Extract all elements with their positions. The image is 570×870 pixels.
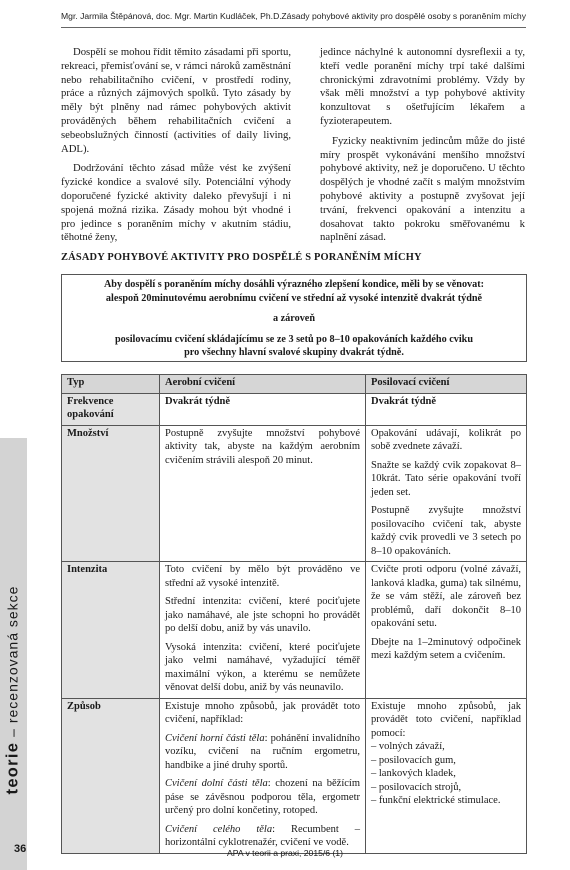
cell-paragraph: Vysoká intenzita: cvičení, které pociťujete jako velmi namáhavé, vyžadující téměř maximální výkon, a kterému se nemůžete věnovat delší dobu, aniž by vás neunavilo. — [165, 641, 360, 693]
running-header — [61, 11, 526, 25]
row-label: Intenzita — [62, 562, 160, 699]
guidelines-table — [61, 374, 527, 854]
method-item-text: : pohánění invalidního vozíku, cvičení na ručním ergometru, handbike a jiné druhy sportů. — [165, 732, 360, 771]
recommendation-connector: a zároveň — [273, 313, 315, 324]
paragraph: Dospělí se mohou řídit těmito zásadami při sportu, rekreaci, přemisťování se, v rámci nároků zaměstnání nebo rehabilitačního cvičení, v prostředí rodiny, práce a různých zájmových spolků. Tyto zásady by měly být plněny nad rámec pohybových aktivit prováděných během rehabilitačních cvičení a sebeobslužných činností (activities of daily living, ADL). — [61, 46, 291, 155]
header-type: Typ — [62, 375, 160, 394]
method-item-title: Cvičení horní části těla — [165, 732, 265, 744]
sidebar-section-label — [4, 586, 23, 795]
table-row-intensity — [62, 562, 527, 699]
cell-paragraph: Existuje mnoho způsobů, jak provádět toto cvičení, například: — [165, 700, 360, 725]
header-strength: Posilovací cvičení — [366, 375, 527, 394]
recommendation-line: posilovacímu cvičení skládajícímu se ze 3 setů po 8–10 opakováních každého cviku — [114, 333, 473, 345]
recommendation-box — [61, 274, 527, 362]
cell-paragraph: Cvičte proti odporu (volné závaží, lanková kladka, guma) tak silnému, že se vám stěží, ale zároveň bez problémů, daří dokončit 8–10 opakování setu. — [371, 564, 521, 629]
method-item-title: Cvičení celého těla — [165, 823, 273, 835]
strength-method — [366, 698, 527, 853]
method-item-text: : Recumbent – horizontální cyklotrenažér, cvičení ve vodě. — [165, 823, 360, 848]
paragraph: jedince náchylné k autonomní dysreflexii a ty, kteří vedle poranění míchy trpí také dalšími chronickými zdravotními problémy. Vždy by však měli množství a typ pohybové aktivity konzultovat s ošetřujícím lékařem a fyzioterapeutem. — [320, 46, 525, 127]
aerobic-intensity — [160, 562, 366, 699]
cell-paragraph: Střední intenzita: cvičení, které pociťujete jako namáhavé, ale jste schopni ho provádět po delší dobu, aniž by vás unavilo. — [165, 596, 360, 634]
list-item: – posilovacích strojů, — [371, 781, 521, 795]
recommendation-line: pro všechny hlavní svalové skupiny dvakrát týdně. — [184, 347, 404, 358]
strength-method-list — [371, 740, 521, 808]
aerobic-frequency: Dvakrát týdně — [160, 393, 366, 425]
journal-footer: APA v teorii a praxi, 2015/6 (1) — [227, 848, 343, 858]
method-item — [165, 777, 360, 818]
page-number: 36 — [14, 843, 27, 855]
sidebar-label-sep: – — [4, 723, 21, 742]
strength-frequency: Dvakrát týdně — [366, 393, 527, 425]
right-text-column — [320, 46, 525, 251]
cell-paragraph: Postupně zvyšujte množství pohybové aktivity tak, abyste na každým aerobním cvičením strávili alespoň 20 minut. — [165, 427, 360, 466]
cell-paragraph: Dbejte na 1–2minutový odpočinek mezi každým setem a cvičením. — [371, 636, 521, 661]
strength-amount — [366, 425, 527, 562]
header-aerobic: Aerobní cvičení — [160, 375, 366, 394]
list-item: – funkční elektrické stimulace. — [371, 794, 521, 808]
sidebar-label-bold: teorie — [3, 741, 22, 795]
paragraph: Dodržování těchto zásad může vést ke zvýšení fyzické kondice a svalové síly. Potenciální výhody doporučené fyzické aktivity daleko převyšují i ni spojená možná rizika. Zásady mohou být vhodné i pro jedince s poraněním míchy v akutním stádiu, těhotné ženy, — [61, 162, 291, 244]
left-text-column — [61, 46, 291, 251]
recommendation-line: alespoň 20minutovému aerobnímu cvičení ve střední až vysoké intenzitě dvakrát týdně — [105, 292, 483, 304]
aerobic-method — [160, 698, 366, 853]
list-item: – lankových kladek, — [371, 767, 521, 781]
aerobic-amount — [160, 425, 366, 562]
list-item: – volných závaží, — [371, 740, 521, 754]
paragraph: Fyzicky neaktivním jedincům může do jisté míry prospět vykonávání menšího množství pohybové aktivity, než je doporučeno. U těchto dospělých je vhodné začít s malým množstvím pohybové aktivity a postupně zvyšovat její trvání, frekvenci opakování a intenzitu a dosahovat takto pokroku směřovanému k naplnění zásad. — [320, 134, 525, 244]
row-label: Frekvence opakování — [62, 393, 160, 425]
row-label: Způsob — [62, 698, 160, 853]
list-item: – posilovacích gum, — [371, 754, 521, 768]
header-rule — [61, 27, 526, 28]
table-row-amount — [62, 425, 527, 562]
row-label: Množství — [62, 425, 160, 562]
cell-paragraph: Postupně zvyšujte množství posilovacího cvičení tak, abyste každý cvik provedli ve 3 setech po 8–10 opakováních. — [371, 505, 521, 557]
section-title: ZÁSADY POHYBOVÉ AKTIVITY PRO DOSPĚLÉ S PORANĚNÍM MÍCHY — [61, 252, 422, 263]
method-item-text: : chození na běžícím páse se závěsnou podporou těla, ergometr určený pro dolní končetiny, rotoped. — [165, 778, 360, 816]
recommendation-line: Aby dospělí s poraněním míchy dosáhli výrazného zlepšení kondice, měli by se věnovat: — [103, 279, 485, 290]
header-title: Zásady pohybové aktivity pro dospělé osoby s poraněním míchy — [281, 11, 526, 21]
sidebar-label-rest: recenzovaná sekce — [4, 585, 21, 724]
cell-paragraph: Opakování udávají, kolikrát po sobě zvednete závaží. — [371, 427, 521, 452]
header-authors: Mgr. Jarmila Štěpánová, doc. Mgr. Martin Kudláček, Ph.D. — [61, 11, 282, 21]
cell-paragraph: Existuje mnoho způsobů, jak provádět toto cvičení, například pomocí: — [371, 700, 521, 739]
strength-intensity — [366, 562, 527, 699]
method-item-title: Cvičení dolní části těla — [165, 778, 268, 789]
method-item — [165, 823, 360, 850]
table-header-row — [62, 375, 527, 394]
cell-paragraph: Snažte se každý cvik zopakovat 8–10krát. Tato série opakování tvoří jeden set. — [371, 459, 521, 498]
cell-paragraph: Toto cvičení by mělo být prováděno ve střední až vysoké intenzitě. — [165, 564, 360, 589]
method-item — [165, 732, 360, 773]
table-row-method — [62, 698, 527, 853]
table-row-frequency — [62, 393, 527, 425]
